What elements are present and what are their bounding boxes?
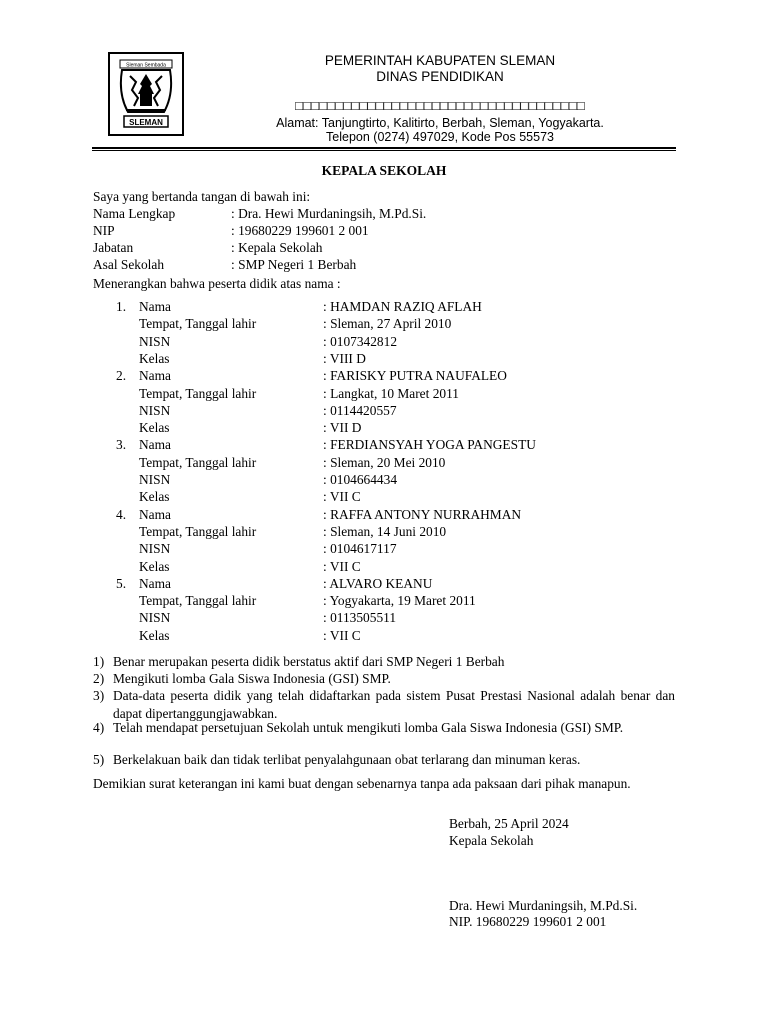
statement-number: 1) xyxy=(93,654,105,669)
student-field-value: : VII D xyxy=(323,420,362,436)
student-field-label: Nama xyxy=(139,368,171,384)
student-field-value: : VII C xyxy=(323,627,361,643)
student-field-value: : Sleman, 27 April 2010 xyxy=(323,316,452,332)
signer-field-value: : 19680229 199601 2 001 xyxy=(231,223,369,238)
student-field-value: : Sleman, 20 Mei 2010 xyxy=(323,454,446,470)
statement-text: Data-data peserta didik yang telah didaftarkan pada sistem Pusat Prestasi Nasional adalah benar dan dapat dipertanggungjawabkan. xyxy=(113,688,675,721)
closing-paragraph: Demikian surat keterangan ini kami buat dengan sebenarnya tanpa ada paksaan dari pihak manapun. xyxy=(93,776,631,791)
student-field-label: Tempat, Tanggal lahir xyxy=(139,316,257,332)
student-field-label: Nama xyxy=(139,437,171,453)
signer-field-label: Asal Sekolah xyxy=(93,257,165,272)
student-field-label: Tempat, Tanggal lahir xyxy=(139,385,257,401)
statement-item xyxy=(93,653,675,671)
statement-number: 3) xyxy=(93,688,105,703)
student-field-value: : Sleman, 14 Juni 2010 xyxy=(323,523,447,539)
student-field-value: : 0104617117 xyxy=(323,541,397,557)
statement-item xyxy=(93,719,675,737)
students-intro: Menerangkan bahwa peserta didik atas nama : xyxy=(93,276,341,291)
signature-position: Kepala Sekolah xyxy=(449,833,534,848)
document-title: KEPALA SEKOLAH xyxy=(321,163,447,178)
statement-number: 4) xyxy=(93,720,105,735)
letterhead-divider-thick xyxy=(92,147,676,149)
letterhead-line-3: □□□□□□□□□□□□□□□□□□□□□□□□□□□□□□□□□□□□ xyxy=(295,98,585,113)
student-field-label: Kelas xyxy=(139,350,170,366)
student-field-value: : FARISKY PUTRA NAUFALEO xyxy=(323,368,507,384)
statement-text: Berkelakuan baik dan tidak terlibat penyalahgunaan obat terlarang dan minuman keras. xyxy=(113,752,581,767)
student-field-value: : VIII D xyxy=(323,350,366,366)
student-field-label: Kelas xyxy=(139,420,170,436)
letterhead-line-1: PEMERINTAH KABUPATEN SLEMAN xyxy=(324,53,556,68)
statement-text: Telah mendapat persetujuan Sekolah untuk mengikuti lomba Gala Siswa Indonesia (GSI) SMP. xyxy=(113,720,624,735)
student-field-label: Tempat, Tanggal lahir xyxy=(139,523,257,539)
student-number: 4. xyxy=(116,506,127,522)
student-field-label: Kelas xyxy=(139,627,170,643)
student-field-value: : 0114420557 xyxy=(323,402,397,418)
signature-name: Dra. Hewi Murdaningsih, M.Pd.Si. xyxy=(449,898,638,913)
statement-item xyxy=(93,687,675,722)
letterhead-divider-thin xyxy=(92,150,676,151)
student-field-value: : RAFFA ANTONY NURRAHMAN xyxy=(323,506,522,522)
student-field-label: NISN xyxy=(139,541,171,557)
student-field-value: : HAMDAN RAZIQ AFLAH xyxy=(323,299,482,314)
sleman-regency-logo xyxy=(108,52,184,136)
student-field-value: : VII C xyxy=(323,558,361,574)
signer-field-label: NIP xyxy=(93,223,115,238)
student-field-value: : VII C xyxy=(323,489,361,505)
student-field-label: NISN xyxy=(139,472,171,487)
student-number: 3. xyxy=(116,437,127,453)
intro-text: Saya yang bertanda tangan di bawah ini: xyxy=(93,189,311,204)
signature-place-date: Berbah, 25 April 2024 xyxy=(449,816,569,831)
signer-field-value: : SMP Negeri 1 Berbah xyxy=(231,257,357,272)
student-field-label: NISN xyxy=(139,610,171,626)
student-number: 1. xyxy=(116,299,127,314)
statement-number: 2) xyxy=(93,671,105,686)
student-field-label: Tempat, Tanggal lahir xyxy=(139,593,257,609)
letterhead-line-2: DINAS PENDIDIKAN xyxy=(376,69,504,84)
student-field-label: Kelas xyxy=(139,558,170,574)
statement-number: 5) xyxy=(93,752,105,767)
logo-text: SLEMAN xyxy=(129,118,163,127)
student-number: 2. xyxy=(116,368,127,384)
student-field-label: Nama xyxy=(139,506,171,522)
student-field-label: NISN xyxy=(139,333,171,349)
statement-item xyxy=(93,751,675,769)
letterhead-address: Alamat: Tanjungtirto, Kalitirto, Berbah, Sleman, Yogyakarta. xyxy=(276,116,604,130)
sleman-emblem-icon xyxy=(110,54,182,134)
student-field-label: Tempat, Tanggal lahir xyxy=(139,454,257,470)
student-field-value: : FERDIANSYAH YOGA PANGESTU xyxy=(323,437,536,453)
student-field-label: NISN xyxy=(139,402,171,418)
student-field-label: Nama xyxy=(139,575,171,591)
statement-text: Benar merupakan peserta didik berstatus aktif dari SMP Negeri 1 Berbah xyxy=(113,654,505,669)
signer-field-value: : Kepala Sekolah xyxy=(231,240,323,255)
student-field-value: : 0107342812 xyxy=(323,333,398,349)
signer-field-label: Nama Lengkap xyxy=(93,206,176,221)
student-field-value: : 0104664434 xyxy=(323,472,398,487)
logo-motto: Sleman Sembada xyxy=(126,62,166,69)
student-field-value: : ALVARO KEANU xyxy=(323,575,433,591)
letterhead-phone: Telepon (0274) 497029, Kode Pos 55573 xyxy=(326,130,554,144)
student-field-value: : 0113505511 xyxy=(323,610,397,626)
signature-nip: NIP. 19680229 199601 2 001 xyxy=(449,914,607,929)
student-field-label: Kelas xyxy=(139,489,170,505)
signer-field-value: : Dra. Hewi Murdaningsih, M.Pd.Si. xyxy=(231,206,427,221)
student-number: 5. xyxy=(116,575,127,591)
student-field-label: Nama xyxy=(139,299,171,314)
statement-item xyxy=(93,670,675,688)
student-field-value: : Langkat, 10 Maret 2011 xyxy=(323,385,459,401)
signer-field-label: Jabatan xyxy=(93,240,134,255)
statement-text: Mengikuti lomba Gala Siswa Indonesia (GSI) SMP. xyxy=(113,671,391,686)
student-field-value: : Yogyakarta, 19 Maret 2011 xyxy=(323,593,476,609)
